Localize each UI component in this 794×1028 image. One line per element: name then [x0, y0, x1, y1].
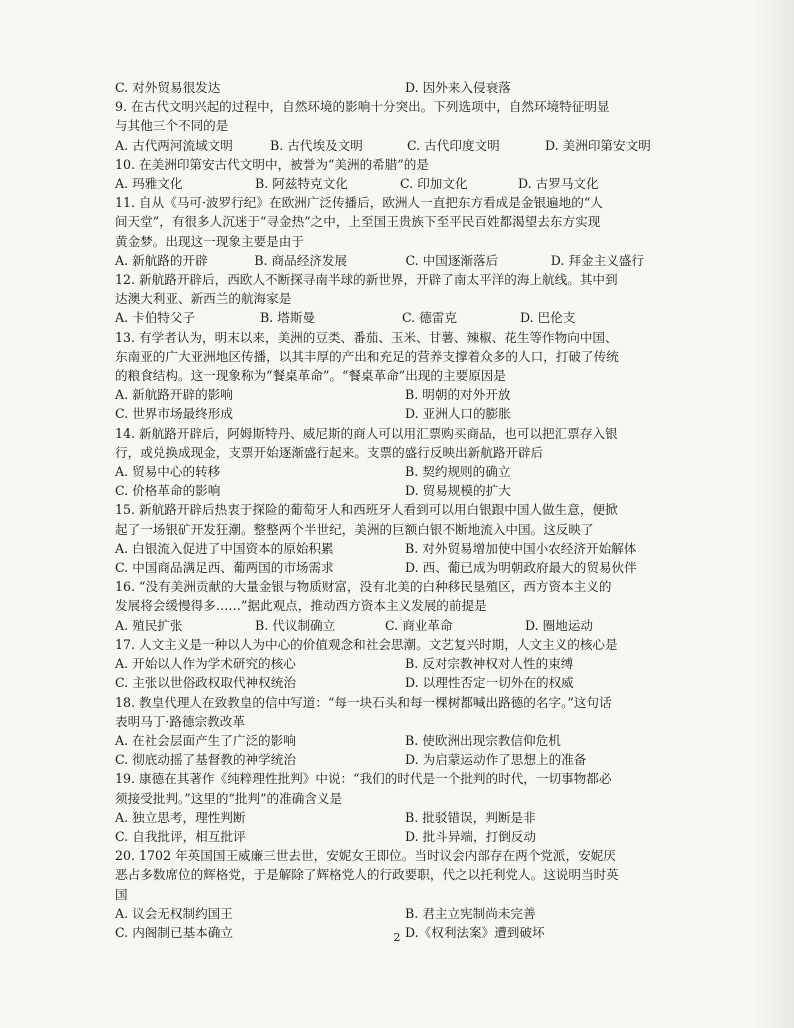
option-d: D. 圈地运动	[525, 617, 594, 633]
text-line: 与其他三个不同的是	[115, 118, 229, 134]
question-content	[115, 78, 690, 942]
option-b: B. 反对宗教神权对人性的束缚	[405, 656, 574, 672]
text-line: 12. 新航路开辟后，西欧人不断探寻南半球的新世界，开辟了南太平洋的海上航线。其中到	[115, 272, 618, 288]
option-b: B. 塔斯曼	[260, 310, 316, 326]
option-b: D. 因外来入侵衰落	[405, 80, 511, 95]
option-b: D. 亚洲人口的膨胀	[405, 406, 511, 422]
option-d: D. 拜金主义盛行	[550, 252, 644, 268]
text-line: 10. 在美洲印第安古代文明中，被誉为“美洲的希腊”的是	[115, 156, 429, 172]
option-b: B. 古代埃及文明	[270, 137, 363, 153]
option-a: C. 世界市场最终形成	[115, 406, 233, 422]
option-row	[115, 904, 690, 923]
option-row	[115, 654, 690, 673]
option-c: C. 商业革命	[385, 617, 453, 633]
option-row	[115, 481, 690, 500]
text-line: 黄金梦。出现这一现象主要是由于	[115, 233, 304, 249]
option-row	[115, 136, 690, 155]
text-line: 15. 新航路开辟后热衷于探险的葡萄牙人和西班牙人看到可以用白银跟中国人做生意，便掀	[115, 502, 618, 518]
option-row	[115, 174, 690, 193]
option-a: C. 内阁制已基本确立	[115, 924, 233, 940]
option-a: C. 自我批评，相互批评	[115, 828, 246, 844]
option-b: D. 贸易规模的扩大	[405, 483, 511, 499]
option-a: A. 新航路的开辟	[115, 252, 208, 268]
option-a: C. 对外贸易很发达	[115, 80, 221, 95]
option-b: B. 契约规则的确立	[405, 464, 511, 480]
option-b: D.《权利法案》遭到破坏	[405, 924, 545, 940]
text-line: 东南亚的广大亚洲地区传播，以其丰厚的产出和充足的营养支撑着众多的人口，打破了传统	[115, 348, 619, 364]
option-a: A. 古代两河流域文明	[115, 137, 233, 153]
text-line: 13. 有学者认为，明末以来，美洲的豆类、番茄、玉米、甘薯、辣椒、花生等作物向中国、	[115, 329, 618, 345]
text-line: 17. 人文主义是一种以人为中心的价值观念和社会思潮。文艺复兴时期，人文主义的核心是	[115, 636, 618, 652]
option-c: C. 印加文化	[400, 176, 468, 192]
text-line: 20. 1702 年英国国王威廉三世去世，安妮女王即位。当时议会内部存在两个党派，安妮厌	[115, 848, 616, 864]
option-a: C. 主张以世俗政权取代神权统治	[115, 675, 296, 691]
option-row	[115, 616, 690, 635]
option-b: B. 批驳错误，判断是非	[405, 809, 536, 825]
text-line: 的粮食结构。这一现象称为“餐桌革命”。“餐桌革命”出现的主要原因是	[115, 368, 506, 384]
option-a: C. 价格革命的影响	[115, 483, 221, 499]
option-a: A. 独立思考，理性判断	[115, 809, 246, 825]
option-a: C. 彻底动摇了基督教的神学统治	[115, 752, 296, 768]
option-row	[115, 673, 690, 692]
scan-shadow	[754, 0, 794, 1028]
option-a: A. 殖民扩张	[115, 617, 183, 633]
option-row	[115, 827, 690, 846]
option-row	[115, 308, 690, 327]
page-number: 2	[393, 931, 401, 944]
text-line: 表明马丁·路德宗教改革	[115, 713, 245, 729]
text-line: 间天堂”，有很多人沉迷于“寻金热”之中，上至国王贵族下至平民百姓都渴望去东方实现	[115, 214, 601, 230]
text-line: 须接受批判。”这里的“批判”的准确含义是	[115, 790, 343, 806]
option-row	[115, 808, 690, 827]
text-line: 起了一场银矿开发狂潮。整整两个半世纪，美洲的巨额白银不断地流入中国。这反映了	[115, 521, 594, 537]
text-line: 16. “没有美洲贡献的大量金银与物质财富，没有北美的白种移民垦殖区，西方资本主义的	[115, 579, 612, 595]
option-row	[115, 78, 690, 97]
option-a: A. 新航路开辟的影响	[115, 387, 233, 403]
option-b: D. 西、葡已成为明朝政府最大的贸易伙伴	[405, 560, 637, 576]
text-line: 11. 自从《马可·波罗行纪》在欧洲广泛传播后，欧洲人一直把东方看成是金银遍地的“人	[115, 195, 603, 211]
option-row	[115, 404, 690, 423]
option-a: A. 卡伯特父子	[115, 310, 196, 326]
option-b: B. 君主立宪制尚未完善	[405, 905, 536, 921]
text-line: 国	[115, 886, 128, 902]
option-a: A. 开始以人作为学术研究的核心	[115, 656, 296, 672]
option-row	[115, 750, 690, 769]
option-b: B. 对外贸易增加使中国小农经济开始解体	[405, 540, 637, 556]
option-d: D. 巴伦支	[520, 310, 576, 326]
text-line: 恶占多数席位的辉格党，于是解除了辉格党人的行政要职，代之以托利党人。这说明当时英	[115, 867, 619, 883]
text-line: 19. 康德在其著作《纯粹理性批判》中说：“我们的时代是一个批判的时代，一切事物都必	[115, 771, 612, 787]
option-row	[115, 558, 690, 577]
option-d: D. 美洲印第安文明	[545, 137, 651, 153]
option-b: D. 以理性否定一切外在的权威	[405, 675, 574, 691]
option-row	[115, 462, 690, 481]
option-row	[115, 251, 690, 270]
option-a: A. 在社会层面产生了广泛的影响	[115, 732, 296, 748]
option-a: A. 议会无权制约国王	[115, 905, 233, 921]
text-line: 18. 教皇代理人在致教皇的信中写道：“每一块石头和每一棵树都喊出路德的名字。”这句话	[115, 694, 612, 710]
option-c: C. 古代印度文明	[407, 137, 500, 153]
text-line: 行，或兑换成现金，支票开始逐渐盛行起来。支票的盛行反映出新航路开辟后	[115, 444, 544, 460]
option-b: B. 明朝的对外开放	[405, 387, 511, 403]
option-b: B. 阿兹特克文化	[255, 176, 348, 192]
option-b: B. 代议制确立	[255, 617, 336, 633]
option-row	[115, 385, 690, 404]
option-b: B. 使欧洲出现宗教信仰危机	[405, 732, 561, 748]
option-a: A. 贸易中心的转移	[115, 464, 221, 480]
option-c: C. 德雷克	[402, 310, 457, 326]
option-b: D. 批斗异端，打倒反动	[405, 828, 536, 844]
option-d: D. 古罗马文化	[518, 176, 599, 192]
option-c: C. 中国逐渐落后	[405, 252, 499, 268]
text-line: 发展将会缓慢得多……”据此观点，推动西方资本主义发展的前提是	[115, 598, 487, 614]
option-a: C. 中国商品满足西、葡两国的市场需求	[115, 560, 334, 576]
option-b: B. 商品经济发展	[254, 252, 348, 268]
option-b: D. 为启蒙运动作了思想上的准备	[405, 752, 587, 768]
text-line: 达澳大利亚、新西兰的航海家是	[115, 291, 292, 307]
text-line: 14. 新航路开辟后，阿姆斯特丹、威尼斯的商人可以用汇票购买商品，也可以把汇票存入银	[115, 425, 618, 441]
option-row	[115, 539, 690, 558]
text-line: 9. 在古代文明兴起的过程中，自然环境的影响十分突出。下列选项中，自然环境特征明显	[115, 99, 610, 115]
option-a: A. 白银流入促进了中国资本的原始积累	[115, 540, 334, 556]
option-row	[115, 731, 690, 750]
option-a: A. 玛雅文化	[115, 176, 183, 192]
